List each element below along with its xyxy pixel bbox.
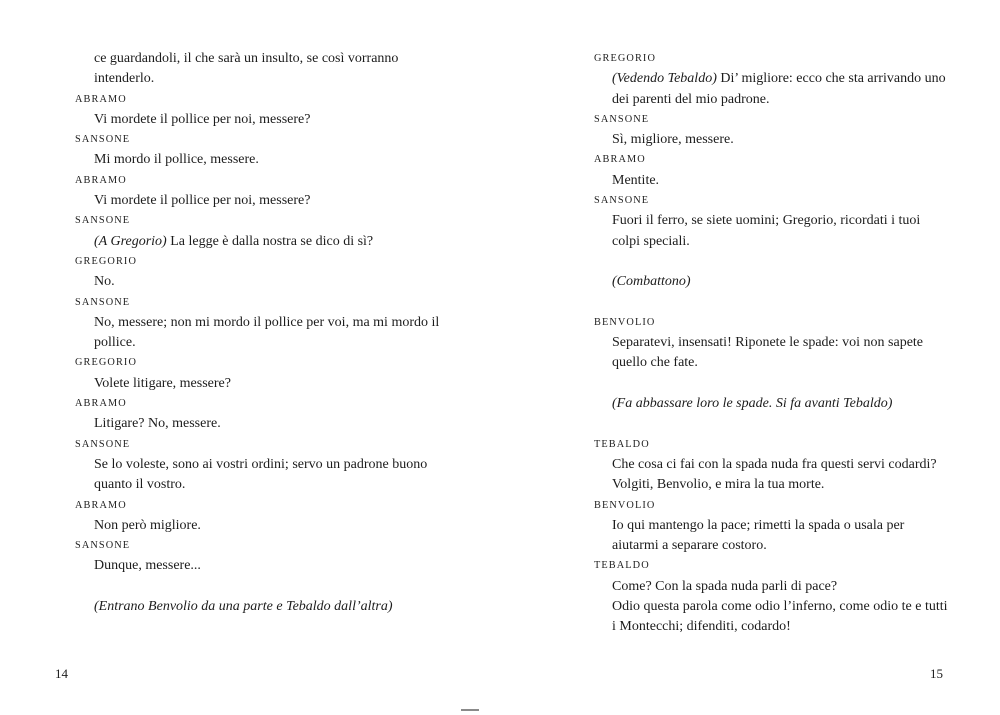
dialogue-line: No. — [94, 274, 115, 290]
speaker-name: SANSONE — [75, 438, 131, 450]
dialogue-line: Litigare? No, messere. — [94, 416, 221, 432]
dialogue-line: Se lo voleste, sono ai vostri ordini; servo un padrone buono quanto il vostro. — [94, 456, 428, 493]
stage-direction: (Entrano Benvolio da una parte e Tebaldo dall’altra) — [94, 599, 393, 615]
speaker-name: ABRAMO — [75, 93, 127, 105]
inline-stage-direction: (A Gregorio) — [94, 233, 167, 249]
speaker-name: ABRAMO — [594, 154, 646, 166]
dialogue-line: Volete litigare, messere? — [94, 375, 231, 391]
page-left — [75, 49, 443, 617]
dialogue-line: Dunque, messere... — [94, 558, 201, 574]
speaker-name: TEBALDO — [594, 560, 650, 572]
page-number-right: 15 — [930, 666, 943, 681]
speaker-name: SANSONE — [594, 113, 650, 125]
dialogue-line: Odio questa parola come odio l’inferno, come odio te e tutti i Montecchi; difenditi, codardo! — [612, 599, 948, 635]
page-number-left: 14 — [55, 666, 68, 681]
text-blocks — [75, 49, 443, 617]
text-blocks — [594, 49, 948, 638]
speaker-name: ABRAMO — [75, 174, 127, 186]
speaker-name: GREGORIO — [75, 255, 137, 267]
dialogue-line: Vi mordete il pollice per noi, messere? — [94, 193, 311, 209]
dialogue-text: Di’ migliore: ecco che sta arrivando uno dei parenti del mio padrone. — [612, 71, 946, 107]
dialogue-line — [594, 69, 948, 110]
speaker-name: SANSONE — [594, 195, 650, 207]
page-right — [594, 49, 948, 638]
dialogue-line: Mentite. — [612, 172, 660, 188]
stage-direction: (Combattono) — [612, 274, 691, 290]
page-divider-mark — [461, 709, 479, 711]
speaker-name: ABRAMO — [75, 398, 127, 410]
dialogue-line: Separatevi, insensati! Riponete le spade: voi non sapete quello che fate. — [612, 335, 924, 371]
dialogue-line: Che cosa ci fai con la spada nuda fra questi servi codardi? Volgiti, Benvolio, e mira la tua morte. — [612, 456, 937, 493]
speaker-name: SANSONE — [75, 215, 131, 227]
speaker-name: GREGORIO — [594, 53, 656, 64]
speaker-name: GREGORIO — [75, 357, 137, 369]
dialogue-line: No, messere; non mi mordo il pollice per voi, ma mi mordo il pollice. — [94, 314, 440, 351]
dialogue-line: Sì, migliore, messere. — [612, 132, 734, 148]
dialogue-line: Vi mordete il pollice per noi, messere? — [94, 111, 311, 127]
speaker-name: BENVOLIO — [594, 499, 656, 511]
speaker-name: SANSONE — [75, 296, 131, 308]
dialogue-line: Mi mordo il pollice, messere. — [94, 152, 259, 168]
speaker-name: SANSONE — [75, 134, 131, 146]
dialogue-line: Non però migliore. — [94, 517, 201, 533]
speaker-name: TEBALDO — [594, 438, 650, 450]
dialogue-line: ce guardandoli, il che sarà un insulto, se così vorranno intenderlo. — [94, 51, 399, 87]
dialogue-line: Come? Con la spada nuda parli di pace? — [612, 578, 838, 594]
dialogue-text: La legge è dalla nostra se dico di sì? — [170, 233, 374, 249]
inline-stage-direction: (Vedendo Tebaldo) — [612, 71, 717, 87]
stage-direction: (Fa abbassare loro le spade. Si fa avanti Tebaldo) — [612, 396, 893, 412]
speaker-name: BENVOLIO — [594, 316, 656, 328]
speaker-name: SANSONE — [75, 540, 131, 552]
dialogue-line: Fuori il ferro, se siete uomini; Gregorio, ricordati i tuoi colpi speciali. — [612, 213, 921, 249]
speaker-name: ABRAMO — [75, 499, 127, 511]
dialogue-line: Io qui mantengo la pace; rimetti la spada o usala per aiutarmi a separare costoro. — [612, 517, 905, 554]
dialogue-line — [75, 232, 443, 252]
